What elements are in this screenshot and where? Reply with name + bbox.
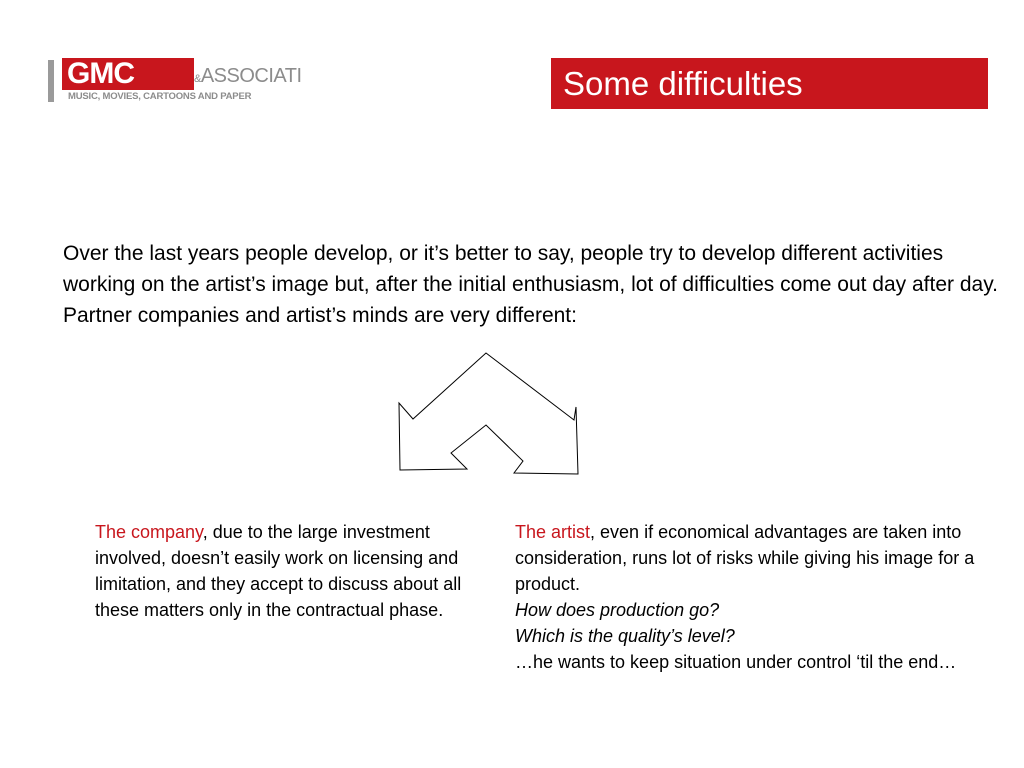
title-banner <box>551 58 988 109</box>
artist-label: The artist <box>515 522 591 542</box>
artist-question-1: How does production go? <box>515 600 720 620</box>
logo-associates-text: ASSOCIATI <box>200 65 302 87</box>
artist-closing: …he wants to keep situation under control ‘til the end… <box>515 652 957 672</box>
logo-brand-box <box>62 58 194 90</box>
company-column <box>95 519 475 623</box>
page-title: Some difficulties <box>563 64 803 102</box>
logo-tagline: MUSIC, MOVIES, CARTOONS AND PAPER <box>68 91 252 102</box>
intro-text <box>63 238 1003 331</box>
artist-question-2: Which is the quality’s level? <box>515 626 735 646</box>
intro-second-line: Partner companies and artist’s minds are very different: <box>63 304 577 327</box>
logo-brand: GMC <box>67 57 134 90</box>
artist-paragraph <box>515 519 1015 597</box>
logo-bar <box>48 60 54 102</box>
company-paragraph <box>95 519 475 623</box>
intro-paragraph: Over the last years people develop, or it’s better to say, people try to develop different activities working on the artist’s image but, after the initial enthusiasm, lot of difficulties come out day after day. <box>63 242 998 296</box>
company-label: The company <box>95 522 203 542</box>
logo-associates <box>194 66 302 86</box>
artist-text: , even if economical advantages are taken into consideration, runs lot of risks while giving his image for a product. <box>515 522 975 594</box>
logo-ampersand: & <box>194 73 201 85</box>
arrow-outline <box>399 353 578 474</box>
company-logo <box>48 57 302 104</box>
split-double-arrow-icon <box>390 350 590 480</box>
artist-column <box>515 519 1015 675</box>
company-text: , due to the large investment involved, doesn’t easily work on licensing and limitation, and they accept to discuss about all these matters only in the contractual phase. <box>95 522 462 620</box>
